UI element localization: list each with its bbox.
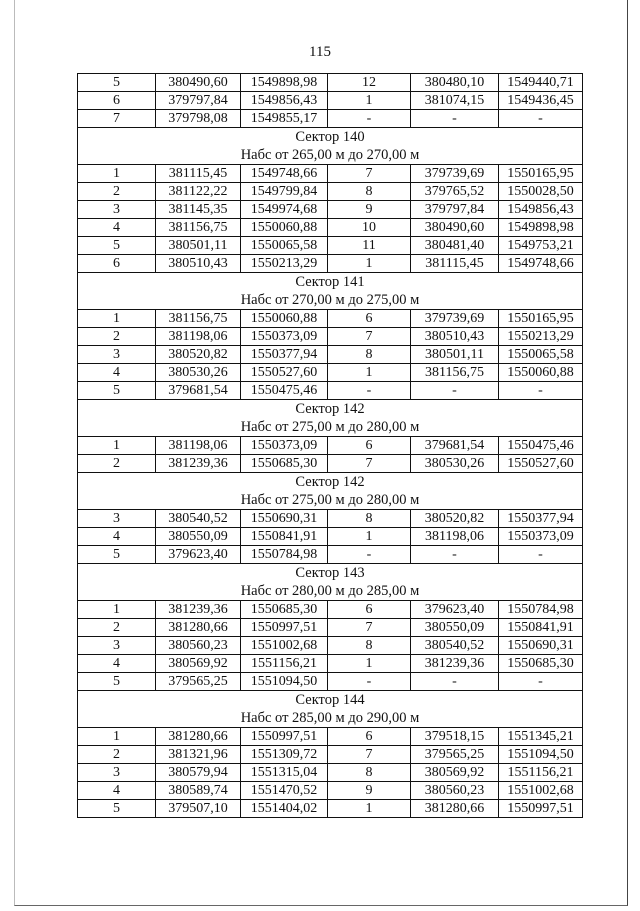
height-range-row bbox=[78, 709, 583, 728]
point-number-cell: 9 bbox=[328, 201, 411, 219]
y-coordinate-cell: 1550685,30 bbox=[241, 601, 328, 619]
table-row bbox=[78, 728, 583, 746]
y-coordinate-cell: 1550373,09 bbox=[241, 328, 328, 346]
table-row bbox=[78, 746, 583, 764]
y-coordinate-cell: 1551345,21 bbox=[499, 728, 583, 746]
y-coordinate-cell: 1551094,50 bbox=[499, 746, 583, 764]
y-coordinate-cell: 1550997,51 bbox=[241, 728, 328, 746]
height-range-row bbox=[78, 491, 583, 510]
y-coordinate-cell: 1549856,43 bbox=[241, 92, 328, 110]
x-coordinate-cell: 379623,40 bbox=[411, 601, 499, 619]
x-coordinate-cell: 380490,60 bbox=[411, 219, 499, 237]
x-coordinate-cell: 381145,35 bbox=[156, 201, 241, 219]
y-coordinate-cell: 1550377,94 bbox=[499, 510, 583, 528]
x-coordinate-cell: 381198,06 bbox=[156, 328, 241, 346]
height-range-row bbox=[78, 291, 583, 310]
x-coordinate-cell: 380560,23 bbox=[156, 637, 241, 655]
y-coordinate-cell: 1549855,17 bbox=[241, 110, 328, 128]
point-number-cell: 7 bbox=[328, 328, 411, 346]
x-coordinate-cell: 379765,52 bbox=[411, 183, 499, 201]
point-number-cell: 8 bbox=[328, 183, 411, 201]
point-number-cell: 11 bbox=[328, 237, 411, 255]
x-coordinate-cell: 381156,75 bbox=[156, 310, 241, 328]
sector-heading: Сектор 140 bbox=[78, 128, 583, 147]
x-coordinate-cell: 381280,66 bbox=[156, 619, 241, 637]
table-row bbox=[78, 92, 583, 110]
table-row bbox=[78, 637, 583, 655]
point-number-cell: 2 bbox=[78, 328, 156, 346]
y-coordinate-cell: 1550028,50 bbox=[499, 183, 583, 201]
y-coordinate-cell: 1551470,52 bbox=[241, 782, 328, 800]
point-number-cell: 4 bbox=[78, 782, 156, 800]
height-range: Набс от 280,00 м до 285,00 м bbox=[78, 582, 583, 601]
sector-heading: Сектор 144 bbox=[78, 691, 583, 710]
sector-heading: Сектор 142 bbox=[78, 473, 583, 492]
page-number: 115 bbox=[309, 44, 331, 60]
point-number-cell: 1 bbox=[328, 655, 411, 673]
x-coordinate-cell: 381115,45 bbox=[411, 255, 499, 273]
y-coordinate-cell: 1550213,29 bbox=[499, 328, 583, 346]
y-coordinate-cell: - bbox=[499, 382, 583, 400]
y-coordinate-cell: 1549974,68 bbox=[241, 201, 328, 219]
point-number-cell: 3 bbox=[78, 764, 156, 782]
point-number-cell: 5 bbox=[78, 237, 156, 255]
table-row bbox=[78, 528, 583, 546]
x-coordinate-cell: 381198,06 bbox=[156, 437, 241, 455]
x-coordinate-cell: - bbox=[411, 546, 499, 564]
x-coordinate-cell: - bbox=[411, 382, 499, 400]
height-range-row bbox=[78, 146, 583, 165]
y-coordinate-cell: 1551156,21 bbox=[499, 764, 583, 782]
x-coordinate-cell: 381156,75 bbox=[411, 364, 499, 382]
y-coordinate-cell: 1549436,45 bbox=[499, 92, 583, 110]
point-number-cell: 4 bbox=[78, 364, 156, 382]
x-coordinate-cell: 381239,36 bbox=[156, 601, 241, 619]
x-coordinate-cell: 380530,26 bbox=[156, 364, 241, 382]
y-coordinate-cell: 1549799,84 bbox=[241, 183, 328, 201]
table-row bbox=[78, 382, 583, 400]
point-number-cell: 2 bbox=[78, 183, 156, 201]
x-coordinate-cell: 379507,10 bbox=[156, 800, 241, 818]
table-row bbox=[78, 619, 583, 637]
x-coordinate-cell: 381239,36 bbox=[411, 655, 499, 673]
y-coordinate-cell: 1549440,71 bbox=[499, 74, 583, 92]
y-coordinate-cell: 1550784,98 bbox=[241, 546, 328, 564]
x-coordinate-cell: 380481,40 bbox=[411, 237, 499, 255]
table-row bbox=[78, 346, 583, 364]
height-range: Набс от 270,00 м до 275,00 м bbox=[78, 291, 583, 310]
point-number-cell: 1 bbox=[328, 92, 411, 110]
x-coordinate-cell: - bbox=[411, 673, 499, 691]
y-coordinate-cell: 1549898,98 bbox=[241, 74, 328, 92]
point-number-cell: 7 bbox=[328, 619, 411, 637]
point-number-cell: 8 bbox=[328, 510, 411, 528]
table-row bbox=[78, 601, 583, 619]
sector-heading: Сектор 142 bbox=[78, 400, 583, 419]
point-number-cell: 5 bbox=[78, 382, 156, 400]
y-coordinate-cell: 1550373,09 bbox=[499, 528, 583, 546]
y-coordinate-cell: 1550060,88 bbox=[241, 310, 328, 328]
point-number-cell: - bbox=[328, 110, 411, 128]
x-coordinate-cell: 379739,69 bbox=[411, 310, 499, 328]
x-coordinate-cell: 381239,36 bbox=[156, 455, 241, 473]
sector-heading-row bbox=[78, 273, 583, 292]
y-coordinate-cell: 1550685,30 bbox=[241, 455, 328, 473]
y-coordinate-cell: 1550527,60 bbox=[241, 364, 328, 382]
y-coordinate-cell: 1549856,43 bbox=[499, 201, 583, 219]
table-row bbox=[78, 165, 583, 183]
point-number-cell: 9 bbox=[328, 782, 411, 800]
x-coordinate-cell: 380490,60 bbox=[156, 74, 241, 92]
table-row bbox=[78, 800, 583, 818]
y-coordinate-cell: 1551094,50 bbox=[241, 673, 328, 691]
y-coordinate-cell: 1551156,21 bbox=[241, 655, 328, 673]
table-row bbox=[78, 237, 583, 255]
y-coordinate-cell: 1550841,91 bbox=[499, 619, 583, 637]
x-coordinate-cell: 381074,15 bbox=[411, 92, 499, 110]
height-range-row bbox=[78, 418, 583, 437]
y-coordinate-cell: 1550213,29 bbox=[241, 255, 328, 273]
y-coordinate-cell: 1549898,98 bbox=[499, 219, 583, 237]
y-coordinate-cell: 1550685,30 bbox=[499, 655, 583, 673]
x-coordinate-cell: 380510,43 bbox=[411, 328, 499, 346]
x-coordinate-cell: 381156,75 bbox=[156, 219, 241, 237]
x-coordinate-cell: 379797,84 bbox=[411, 201, 499, 219]
height-range-row bbox=[78, 582, 583, 601]
point-number-cell: - bbox=[328, 546, 411, 564]
x-coordinate-cell: 380550,09 bbox=[156, 528, 241, 546]
y-coordinate-cell: 1550065,58 bbox=[241, 237, 328, 255]
table-row bbox=[78, 328, 583, 346]
sector-heading-row bbox=[78, 691, 583, 710]
x-coordinate-cell: 380589,74 bbox=[156, 782, 241, 800]
x-coordinate-cell: 380569,92 bbox=[156, 655, 241, 673]
x-coordinate-cell: - bbox=[411, 110, 499, 128]
point-number-cell: 5 bbox=[78, 800, 156, 818]
coordinates-table bbox=[77, 73, 583, 818]
x-coordinate-cell: 380569,92 bbox=[411, 764, 499, 782]
point-number-cell: 2 bbox=[78, 619, 156, 637]
point-number-cell: 3 bbox=[78, 201, 156, 219]
point-number-cell: 4 bbox=[78, 528, 156, 546]
table-row bbox=[78, 764, 583, 782]
table-row bbox=[78, 74, 583, 92]
point-number-cell: 6 bbox=[78, 255, 156, 273]
height-range: Набс от 275,00 м до 280,00 м bbox=[78, 418, 583, 437]
y-coordinate-cell: 1551404,02 bbox=[241, 800, 328, 818]
y-coordinate-cell: 1550060,88 bbox=[499, 364, 583, 382]
y-coordinate-cell: 1550065,58 bbox=[499, 346, 583, 364]
height-range: Набс от 275,00 м до 280,00 м bbox=[78, 491, 583, 510]
point-number-cell: 6 bbox=[78, 92, 156, 110]
x-coordinate-cell: 379565,25 bbox=[156, 673, 241, 691]
x-coordinate-cell: 380579,94 bbox=[156, 764, 241, 782]
y-coordinate-cell: - bbox=[499, 673, 583, 691]
x-coordinate-cell: 381122,22 bbox=[156, 183, 241, 201]
point-number-cell: 5 bbox=[78, 546, 156, 564]
x-coordinate-cell: 380480,10 bbox=[411, 74, 499, 92]
y-coordinate-cell: 1550165,95 bbox=[499, 165, 583, 183]
y-coordinate-cell: 1550690,31 bbox=[499, 637, 583, 655]
x-coordinate-cell: 380550,09 bbox=[411, 619, 499, 637]
table-row bbox=[78, 673, 583, 691]
table-row bbox=[78, 183, 583, 201]
point-number-cell: 6 bbox=[328, 728, 411, 746]
x-coordinate-cell: 380560,23 bbox=[411, 782, 499, 800]
table-row bbox=[78, 110, 583, 128]
point-number-cell: 2 bbox=[78, 746, 156, 764]
point-number-cell: 3 bbox=[78, 637, 156, 655]
y-coordinate-cell: 1551002,68 bbox=[499, 782, 583, 800]
x-coordinate-cell: 379565,25 bbox=[411, 746, 499, 764]
point-number-cell: 8 bbox=[328, 346, 411, 364]
point-number-cell: 3 bbox=[78, 346, 156, 364]
x-coordinate-cell: 379798,08 bbox=[156, 110, 241, 128]
point-number-cell: 4 bbox=[78, 655, 156, 673]
point-number-cell: 6 bbox=[328, 601, 411, 619]
y-coordinate-cell: 1550841,91 bbox=[241, 528, 328, 546]
point-number-cell: 1 bbox=[328, 800, 411, 818]
table-row bbox=[78, 255, 583, 273]
x-coordinate-cell: 380540,52 bbox=[411, 637, 499, 655]
x-coordinate-cell: 381321,96 bbox=[156, 746, 241, 764]
table-row bbox=[78, 455, 583, 473]
x-coordinate-cell: 379518,15 bbox=[411, 728, 499, 746]
x-coordinate-cell: 380501,11 bbox=[156, 237, 241, 255]
table-row bbox=[78, 782, 583, 800]
sector-heading-row bbox=[78, 564, 583, 583]
height-range: Набс от 265,00 м до 270,00 м bbox=[78, 146, 583, 165]
table-row bbox=[78, 310, 583, 328]
point-number-cell: 1 bbox=[78, 310, 156, 328]
x-coordinate-cell: 380510,43 bbox=[156, 255, 241, 273]
x-coordinate-cell: 381198,06 bbox=[411, 528, 499, 546]
sector-heading-row bbox=[78, 128, 583, 147]
y-coordinate-cell: 1550373,09 bbox=[241, 437, 328, 455]
point-number-cell: 8 bbox=[328, 637, 411, 655]
height-range: Набс от 285,00 м до 290,00 м bbox=[78, 709, 583, 728]
y-coordinate-cell: 1549753,21 bbox=[499, 237, 583, 255]
point-number-cell: 7 bbox=[328, 455, 411, 473]
y-coordinate-cell: 1549748,66 bbox=[499, 255, 583, 273]
point-number-cell: 1 bbox=[328, 528, 411, 546]
table-row bbox=[78, 655, 583, 673]
table-row bbox=[78, 219, 583, 237]
point-number-cell: 1 bbox=[78, 165, 156, 183]
x-coordinate-cell: 379681,54 bbox=[411, 437, 499, 455]
x-coordinate-cell: 379623,40 bbox=[156, 546, 241, 564]
table-row bbox=[78, 364, 583, 382]
y-coordinate-cell: 1550475,46 bbox=[499, 437, 583, 455]
y-coordinate-cell: 1550377,94 bbox=[241, 346, 328, 364]
x-coordinate-cell: 380520,82 bbox=[411, 510, 499, 528]
point-number-cell: 3 bbox=[78, 510, 156, 528]
point-number-cell: 1 bbox=[328, 255, 411, 273]
point-number-cell: 5 bbox=[78, 673, 156, 691]
y-coordinate-cell: 1550997,51 bbox=[241, 619, 328, 637]
point-number-cell: 2 bbox=[78, 455, 156, 473]
point-number-cell: 5 bbox=[78, 74, 156, 92]
x-coordinate-cell: 380540,52 bbox=[156, 510, 241, 528]
y-coordinate-cell: - bbox=[499, 546, 583, 564]
point-number-cell: 4 bbox=[78, 219, 156, 237]
point-number-cell: - bbox=[328, 382, 411, 400]
point-number-cell: 1 bbox=[78, 437, 156, 455]
x-coordinate-cell: 380520,82 bbox=[156, 346, 241, 364]
y-coordinate-cell: 1550060,88 bbox=[241, 219, 328, 237]
point-number-cell: 1 bbox=[78, 601, 156, 619]
point-number-cell: 7 bbox=[78, 110, 156, 128]
y-coordinate-cell: - bbox=[499, 110, 583, 128]
y-coordinate-cell: 1550690,31 bbox=[241, 510, 328, 528]
x-coordinate-cell: 379797,84 bbox=[156, 92, 241, 110]
y-coordinate-cell: 1551002,68 bbox=[241, 637, 328, 655]
point-number-cell: 1 bbox=[78, 728, 156, 746]
y-coordinate-cell: 1549748,66 bbox=[241, 165, 328, 183]
point-number-cell: 7 bbox=[328, 746, 411, 764]
y-coordinate-cell: 1551315,04 bbox=[241, 764, 328, 782]
point-number-cell: 10 bbox=[328, 219, 411, 237]
x-coordinate-cell: 379681,54 bbox=[156, 382, 241, 400]
sector-heading-row bbox=[78, 473, 583, 492]
y-coordinate-cell: 1550527,60 bbox=[499, 455, 583, 473]
sector-heading: Сектор 143 bbox=[78, 564, 583, 583]
y-coordinate-cell: 1550784,98 bbox=[499, 601, 583, 619]
y-coordinate-cell: 1550997,51 bbox=[499, 800, 583, 818]
point-number-cell: 6 bbox=[328, 437, 411, 455]
x-coordinate-cell: 381280,66 bbox=[411, 800, 499, 818]
x-coordinate-cell: 379739,69 bbox=[411, 165, 499, 183]
table-row bbox=[78, 201, 583, 219]
point-number-cell: 12 bbox=[328, 74, 411, 92]
y-coordinate-cell: 1551309,72 bbox=[241, 746, 328, 764]
sector-heading: Сектор 141 bbox=[78, 273, 583, 292]
point-number-cell: 7 bbox=[328, 165, 411, 183]
table-row bbox=[78, 437, 583, 455]
x-coordinate-cell: 380530,26 bbox=[411, 455, 499, 473]
x-coordinate-cell: 380501,11 bbox=[411, 346, 499, 364]
point-number-cell: 1 bbox=[328, 364, 411, 382]
table-row bbox=[78, 510, 583, 528]
x-coordinate-cell: 381115,45 bbox=[156, 165, 241, 183]
y-coordinate-cell: 1550165,95 bbox=[499, 310, 583, 328]
point-number-cell: 6 bbox=[328, 310, 411, 328]
x-coordinate-cell: 381280,66 bbox=[156, 728, 241, 746]
point-number-cell: 8 bbox=[328, 764, 411, 782]
sector-heading-row bbox=[78, 400, 583, 419]
table-row bbox=[78, 546, 583, 564]
point-number-cell: - bbox=[328, 673, 411, 691]
y-coordinate-cell: 1550475,46 bbox=[241, 382, 328, 400]
